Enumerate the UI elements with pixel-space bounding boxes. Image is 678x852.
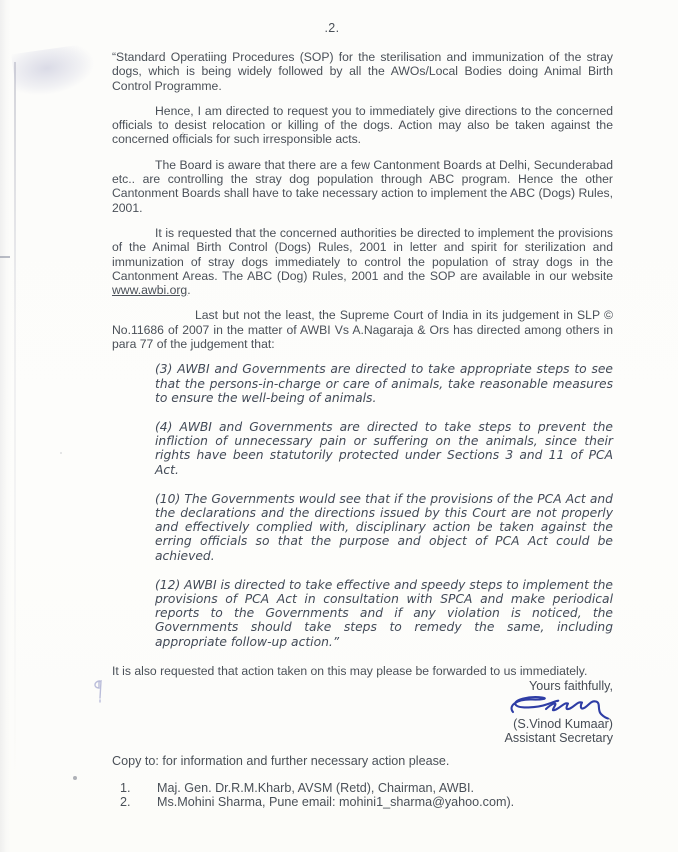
- paper-fold-line: [14, 62, 16, 792]
- quoted-paragraph-10: (10) The Governments would see that if the provisions of the PCA Act and the declarations and the directions issued by this Court are not properly and effectively complied with, disciplinary action be taken against the erring officials so that the purpose and object of PCA Act could be achieved.: [155, 491, 613, 563]
- scan-speck: [60, 452, 62, 454]
- paragraph-abc-rules: [112, 226, 613, 297]
- scan-speck: [73, 776, 77, 780]
- letter-body: [112, 50, 613, 689]
- page-number: .2.: [324, 21, 340, 35]
- signature-block: [501, 679, 613, 746]
- item-number: 1.: [120, 780, 131, 795]
- paragraph-cantonment-boards: The Board is aware that there are a few Cantonment Boards at Delhi, Secunderabad etc.. are controlling the stray dog population through ABC program. Hence the other Cantonment Boards shall have to take necessary action to implement the ABC (Dogs) Rules, 2001.: [112, 157, 613, 215]
- copy-to-heading: Copy to: for information and further necessary action please.: [112, 754, 450, 768]
- item-text: Maj. Gen. Dr.R.M.Kharb, AVSM (Retd), Chairman, AWBI.: [157, 780, 475, 795]
- copy-to-list: [112, 781, 514, 810]
- closing-line: It is also requested that action taken on this may please be forwarded to us immediately.: [112, 663, 588, 678]
- quoted-paragraph-12: (12) AWBI is directed to take effective and speedy steps to implement the provisions of PCA Act in consultation with SPCA and make periodical reports to the Governments and if any violation is noticed, the Governments should take steps to remedy the same, including appropriate follow-up action.”: [155, 577, 613, 649]
- quoted-paragraph-4: (4) AWBI and Governments are directed to take steps to prevent the infliction of unnecessary pain or suffering on the animals, since their rights have been statutorily protected under Sections 3 and 11 of PCA Act.: [155, 419, 613, 477]
- copy-list-item: [112, 781, 514, 796]
- copy-to-section: [112, 754, 514, 810]
- signatory-title: Assistant Secretary: [504, 731, 613, 745]
- judgement-quotes: [155, 362, 613, 648]
- item-number: 2.: [120, 795, 131, 809]
- quoted-paragraph-3: (3) AWBI and Governments are directed to take appropriate steps to see that the persons-in-charge or care of animals, take reasonable measures to ensure the well-being of animals.: [155, 362, 613, 405]
- paragraph-text: It is requested that the concerned authorities be directed to implement the provisions of the Animal Birth Control (Dogs) Rules, 2001 in letter and spirit for sterilization and immunization of stray dogs immediately to control the population of stray dogs in the Cantonment Areas. The ABC (Dog) Rules, 2001 and the SOP are available in our website: [112, 225, 613, 283]
- paragraph-directions: Hence, I am directed to request you to immediately give directions to the concerned officials to desist relocation or killing of the dogs. Action may also be taken against the concerned officials for such irresponsible acts.: [112, 103, 613, 147]
- copy-list-item: [112, 795, 514, 810]
- paragraph-text: .: [187, 283, 191, 298]
- ink-smudge: [11, 42, 107, 116]
- item-text: Ms.Mohini Sharma, Pune email: mohini1_sharma@yahoo.com).: [157, 795, 515, 809]
- signatory-name: (S.Vinod Kumaar): [513, 716, 613, 731]
- website-link: www.awbi.org: [112, 283, 188, 298]
- paragraph-sop: “Standard Operatiing Procedures (SOP) for the sterilisation and immunization of the stray dogs, which is being widely followed by all the AWOs/Local Bodies doing Animal Birth Control Programme.: [112, 50, 613, 93]
- valediction: Yours faithfully,: [528, 679, 613, 693]
- scan-edge-mark: [0, 256, 10, 258]
- paragraph-supreme-court: Last but not the least, the Supreme Court of India in its judgement in SLP © No.11686 of 2007 in the matter of AWBI Vs A.Nagaraja & Ors has directed among others in para 77 of the judgement that:: [112, 308, 613, 352]
- scan-edge-shadow: [0, 0, 11, 852]
- pen-mark-icon: [90, 676, 108, 708]
